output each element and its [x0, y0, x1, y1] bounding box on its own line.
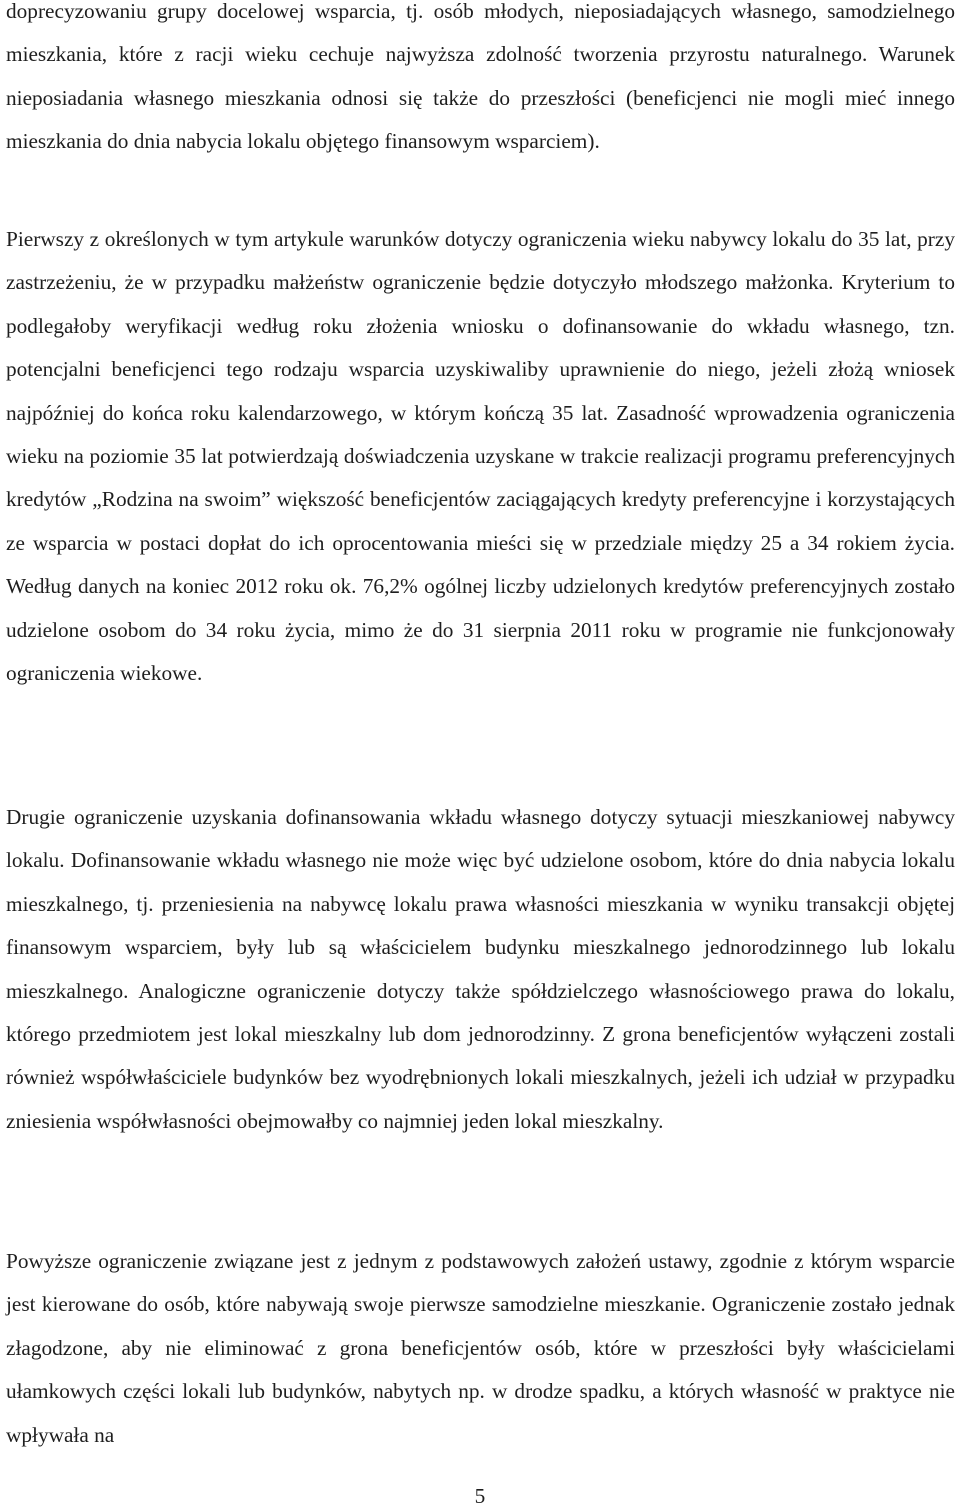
paragraph-target-group: doprecyzowaniu grupy docelowej wsparcia, tj. osób młodych, nieposiadających własnego, samodzielnego mieszkania, które z racji wieku cechuje najwyższa zdolność tworzenia przyrostu naturalnego. Warunek nieposiadania własnego mieszkania odnosi się także do przeszłości (beneficjenci nie mogli mieć innego mieszkania do dnia nabycia lokalu objętego finansowym wsparciem). — [6, 0, 955, 154]
paragraph-housing-situation: Drugie ograniczenie uzyskania dofinansowania wkładu własnego dotyczy sytuacji mieszkaniowej nabywcy lokalu. Dofinansowanie wkładu własnego nie może więc być udzielone osobom, które do dnia nabycia lokalu mieszkalnego, tj. przeniesienia na nabywcę lokalu prawa własności mieszkania w wyniku transakcji objętej finansowym wsparciem, były lub są właścicielem budynku mieszkalnego jednorodzinnego lub lokalu mieszkalnego. Analogiczne ograniczenie dotyczy także spółdzielczego własnościowego prawa do lokalu, którego przedmiotem jest lokal mieszkalny lub dom jednorodzinny. Z grona beneficjentów wyłączeni zostali również współwłaściciele budynków bez wyodrębnionych lokali mieszkalnych, jeżeli ich udział w przypadku zniesienia współwłasności obejmowałby co najmniej jeden lokal mieszkalny. — [6, 805, 955, 1133]
page-number: 5 — [474, 1484, 486, 1508]
paragraph-first-home: Powyższe ograniczenie związane jest z jednym z podstawowych założeń ustawy, zgodnie z którym wsparcie jest kierowane do osób, które nabywają swoje pierwsze samodzielne mieszkanie. Ograniczenie zostało jednak złagodzone, aby nie eliminować z grona beneficjentów osób, które w przeszłości były właścicielami ułamkowych części lokali lub budynków, nabytych np. w drodze spadku, a których własność w praktyce nie wpływała na — [6, 1249, 955, 1447]
paragraph-age-limit: Pierwszy z określonych w tym artykule warunków dotyczy ograniczenia wieku nabywcy lokalu do 35 lat, przy zastrzeżeniu, że w przypadku małżeństw ograniczenie będzie dotyczyło młodszego małżonka. Kryterium to podlegałoby weryfikacji według roku złożenia wniosku o dofinansowanie do wkładu własnego, tzn. potencjalni beneficjenci tego rodzaju wsparcia uzyskiwaliby uprawnienie do niego, jeżeli złożą wniosek najpóźniej do końca roku kalendarzowego, w którym kończą 35 lat. Zasadność wprowadzenia ograniczenia wieku na poziomie 35 lat potwierdzają doświadczenia uzyskane w trakcie realizacji programu preferencyjnych kredytów „Rodzina na swoim” większość beneficjentów zaciągających kredyty preferencyjne i korzystających ze wsparcia w postaci dopłat do ich oprocentowania mieści się w przedziale między 25 a 34 rokiem życia. Według danych na koniec 2012 roku ok. 76,2% ogólnej liczby udzielonych kredytów preferencyjnych zostało udzielone osobom do 34 roku życia, mimo że do 31 sierpnia 2011 roku w programie nie funkcjonowały ograniczenia wiekowe. — [6, 227, 955, 686]
